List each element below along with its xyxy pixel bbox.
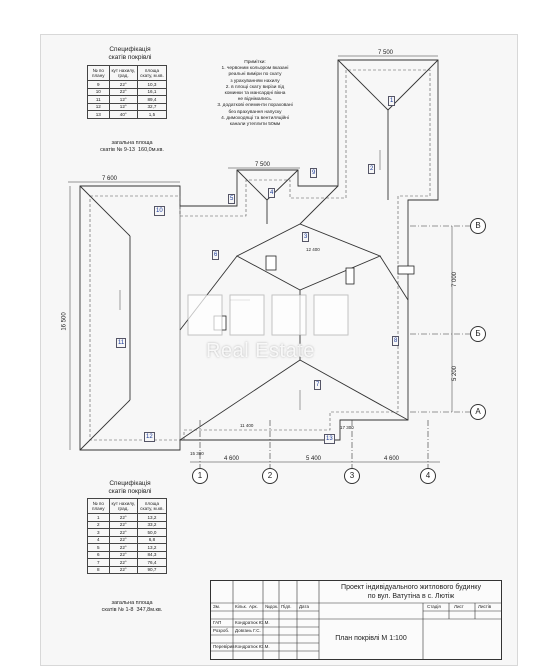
hip-line <box>80 186 130 236</box>
slope-number: 6 <box>214 252 218 258</box>
dim-label: 16 500 <box>61 312 68 331</box>
watermark-text: Real Estate <box>206 340 315 362</box>
cell: 33,2 <box>137 521 166 529</box>
slope-number: 1 <box>390 98 394 104</box>
spec-bottom-total: загальна площа скатів № 1-8 347,8м.кв. <box>101 600 163 613</box>
dim-label: 12 400 <box>306 247 320 252</box>
cell: 10,3 <box>137 81 166 89</box>
axis-marker-a: А <box>470 404 486 420</box>
slope-number: 5 <box>230 196 234 202</box>
cell: 16,1 <box>137 88 166 96</box>
slope-number: 12 <box>146 434 153 440</box>
dim-label: 5 400 <box>306 456 322 462</box>
cell: 13,2 <box>137 544 166 552</box>
slope-number: 3 <box>304 234 308 240</box>
hip-line <box>80 400 130 450</box>
axis-marker-v: В <box>470 218 486 234</box>
cell: 50,0 <box>137 529 166 537</box>
hip-line <box>380 256 408 300</box>
cell: 22° <box>109 544 137 552</box>
cell: 22° <box>109 514 137 522</box>
slope-number: 7 <box>316 382 320 388</box>
spec-top-header: № по плану <box>88 66 110 81</box>
slope-number: 10 <box>156 208 163 214</box>
dim-label: 4 600 <box>384 456 400 462</box>
cell: 13 <box>88 111 110 119</box>
stamp-role: ГАП <box>213 620 222 625</box>
cell: 22° <box>109 529 137 537</box>
cell: 89,4 <box>137 96 166 104</box>
stamp-role: Розроб. <box>213 628 230 633</box>
dim-label: 7 500 <box>255 162 271 168</box>
table-row <box>88 566 167 574</box>
cell: 6 <box>88 551 110 559</box>
roof-outline <box>80 60 438 450</box>
stamp-person: Кондратюк Ю.М. <box>235 644 270 649</box>
cell: 22° <box>109 559 137 567</box>
cell: 84,3 <box>137 551 166 559</box>
title-block <box>210 580 502 660</box>
spec-top-title: Специфікація скатів покрівлі <box>108 46 152 61</box>
notes: Примітки: 1. червоним кольором вказані реальні виміри по скату з урахуванням нахилу 2. в площі скату вирізи під коминки та мансардні вікна не віднімались. 3. додаткові елементи пораховані без врахування напуску 4. димоходящі та вентиляційні канали утеплити 50мм <box>217 60 293 128</box>
table-row <box>88 514 167 522</box>
dim-label: 7 500 <box>378 50 394 56</box>
dim-label: 11 400 <box>240 423 254 428</box>
cell: 4 <box>88 536 110 544</box>
spec-top-header: площа скату, м.кв. <box>137 66 166 81</box>
table-row <box>88 521 167 529</box>
cell: 22° <box>109 551 137 559</box>
cell: 2 <box>88 521 110 529</box>
stamp-col-header: Арк. <box>249 604 258 609</box>
axis-marker-b: Б <box>470 326 486 342</box>
table-row <box>88 551 167 559</box>
spec-top-header: кут нахилу, град. <box>109 66 137 81</box>
table-row <box>88 529 167 537</box>
cell: 11 <box>88 96 110 104</box>
slope-number: 9 <box>312 170 316 176</box>
hip-line <box>338 60 388 110</box>
stamp-role: Перевірив <box>213 644 235 649</box>
axis-marker-4: 4 <box>420 468 436 484</box>
cell: 10 <box>88 88 110 96</box>
stamp-col-header: Зм. <box>213 604 221 609</box>
axis-marker-3: 3 <box>344 468 360 484</box>
table-row <box>88 536 167 544</box>
cell: 1 <box>88 514 110 522</box>
vent <box>346 268 354 284</box>
dim-label: 7 000 <box>452 271 459 288</box>
cell: 12° <box>109 103 137 111</box>
axis-marker-2: 2 <box>262 468 278 484</box>
slope-number: 13 <box>326 436 333 442</box>
dim-label: 15 300 <box>190 451 204 456</box>
cell: 12° <box>109 96 137 104</box>
cell: 3 <box>88 529 110 537</box>
table-row <box>88 544 167 552</box>
hip-line <box>237 170 267 200</box>
hip-line <box>388 60 438 110</box>
stamp-col-header: Кільк. <box>235 604 247 609</box>
cell: 40° <box>109 111 137 119</box>
cell: 22° <box>109 81 137 89</box>
cell: 1,5 <box>137 111 166 119</box>
chimney <box>266 256 276 270</box>
spec-bottom-header: кут нахилу, град. <box>109 499 137 514</box>
wall-line <box>90 70 430 440</box>
stage-header: Стадія <box>427 604 441 609</box>
sheet-title: План покрівлі М 1:100 <box>335 635 407 642</box>
dim-label: 7 600 <box>102 176 118 182</box>
cell: 12 <box>88 103 110 111</box>
spec-bottom-header: площа скату, м.кв. <box>137 499 166 514</box>
cell: 6,8 <box>137 536 166 544</box>
table-row <box>88 559 167 567</box>
cell: 32,7 <box>137 103 166 111</box>
vent <box>398 266 414 274</box>
hip-line <box>300 186 338 224</box>
slope-number: 11 <box>118 340 125 346</box>
watermark-logo <box>178 290 368 380</box>
cell: 22° <box>109 566 137 574</box>
cell: 8 <box>88 566 110 574</box>
cell: 9 <box>88 81 110 89</box>
cell: 22° <box>109 88 137 96</box>
spec-bottom-table <box>87 498 167 574</box>
stamp-col-header: Дата <box>299 604 309 609</box>
spec-bottom-title: Специфікація скатів покрівлі <box>108 480 152 495</box>
stamp-col-header: №док. <box>265 604 279 609</box>
cell: 76,4 <box>137 559 166 567</box>
cell: 5 <box>88 544 110 552</box>
dim-label: 4 600 <box>224 456 240 462</box>
cell: 13,2 <box>137 514 166 522</box>
project-title: Проект індивідуального житлового будинку по вул. Ватутіна в с. Лютіж <box>341 584 481 600</box>
slope-number: 8 <box>394 338 398 344</box>
stage-header: Лист <box>454 604 464 609</box>
cell: 22° <box>109 521 137 529</box>
cell: 7 <box>88 559 110 567</box>
stamp-person: Довгань Г.С. <box>235 628 261 633</box>
spec-top-total: загальна площа скатів № 9-13 160,0м.кв. <box>100 140 164 153</box>
cell: 22° <box>109 536 137 544</box>
stamp-col-header: Підп. <box>281 604 292 609</box>
dim-label: 5 200 <box>452 365 459 382</box>
stage-header: Листів <box>478 604 492 609</box>
cell: 90,7 <box>137 566 166 574</box>
spec-bottom-header: № по плану <box>88 499 110 514</box>
slope-number: 4 <box>270 190 274 196</box>
axis-marker-1: 1 <box>192 468 208 484</box>
dim-label: 17 300 <box>340 425 354 430</box>
slope-number: 2 <box>370 166 374 172</box>
stamp-person: Кондратюк Ю.М. <box>235 620 270 625</box>
